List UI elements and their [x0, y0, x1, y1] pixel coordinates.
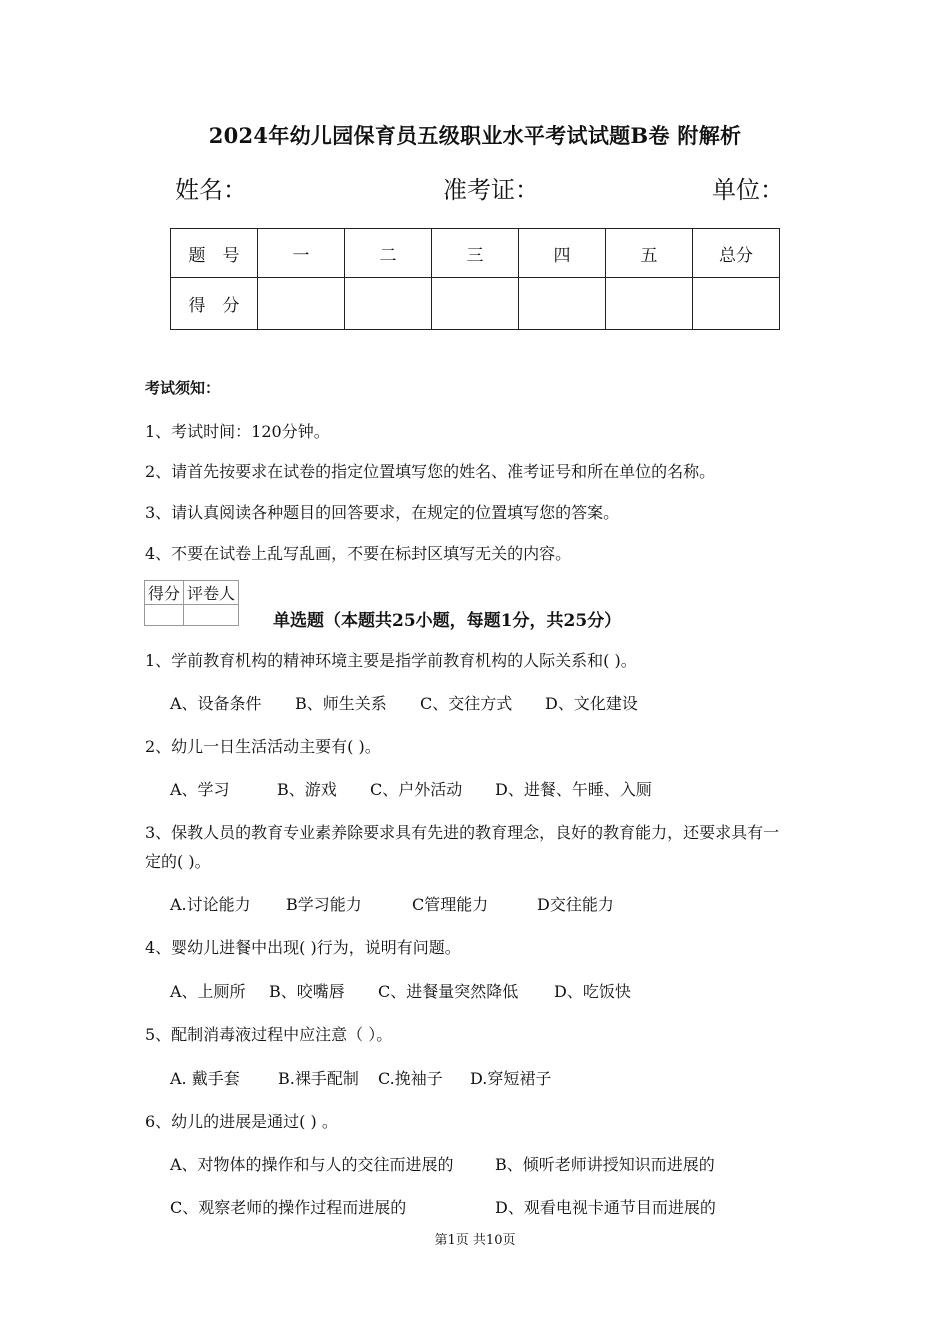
score-cell: [432, 278, 519, 330]
question-option: D、观看电视卡通节目而进展的: [495, 1198, 716, 1217]
question-stem: 6、幼儿的进展是通过( ) 。: [145, 1112, 338, 1131]
question-option: A.讨论能力: [170, 895, 251, 914]
question-option: B学习能力: [286, 895, 362, 914]
question-option: A、上厕所: [170, 982, 246, 1001]
question-option: C、户外活动: [370, 780, 463, 799]
notice-item: 3、请认真阅读各种题目的回答要求，在规定的位置填写您的答案。: [145, 503, 620, 522]
score-header-cell: 三: [432, 229, 519, 278]
score-table-header-row: [171, 229, 780, 278]
unit-label: 单位：: [712, 176, 784, 204]
question-option: C.挽袖子: [378, 1069, 443, 1088]
question-stem: 3、保教人员的教育专业素养除要求具有先进的教育理念，良好的教育能力，还要求具有一: [145, 823, 780, 842]
page-footer: 第1页 共10页: [434, 1233, 516, 1248]
score-header-cell: 五: [606, 229, 693, 278]
exam-id-label: 准考证：: [443, 176, 539, 204]
score-header-cell: 二: [345, 229, 432, 278]
notice-item: 4、不要在试卷上乱写乱画，不要在标封区填写无关的内容。: [145, 544, 572, 563]
grader-score-cell: [145, 605, 184, 626]
question-option: A、学习: [170, 780, 230, 799]
question-option: D、吃饭快: [554, 982, 631, 1001]
question-stem: 5、配制消毒液过程中应注意（ ）。: [145, 1025, 393, 1044]
score-cell: [606, 278, 693, 330]
grader-reviewer-cell: [184, 605, 239, 626]
score-header-cell: 题 号: [171, 229, 258, 278]
question-option: A. 戴手套: [170, 1069, 240, 1088]
question-stem: 1、学前教育机构的精神环境主要是指学前教育机构的人际关系和( )。: [145, 651, 637, 670]
score-cell: [519, 278, 606, 330]
question-option: B.裸手配制: [278, 1069, 359, 1088]
notice-heading: 考试须知：: [145, 379, 221, 397]
question-option: D.穿短裙子: [470, 1069, 552, 1088]
section-title: 单选题（本题共25小题，每题1分，共25分）: [273, 611, 622, 631]
grader-reviewer-label: 评卷人: [184, 581, 239, 605]
notice-item: 1、考试时间：120分钟。: [145, 422, 330, 441]
score-row-label: 得 分: [171, 278, 258, 330]
question-stem: 4、婴幼儿进餐中出现( )行为，说明有问题。: [145, 938, 461, 957]
score-cell: [693, 278, 780, 330]
score-header-cell: 一: [258, 229, 345, 278]
score-cell: [258, 278, 345, 330]
score-table-score-row: [171, 278, 780, 330]
question-option: B、咬嘴唇: [269, 982, 345, 1001]
score-cell: [345, 278, 432, 330]
question-stem-continuation: 定的( )。: [145, 852, 211, 871]
score-header-cell: 四: [519, 229, 606, 278]
question-option: D、文化建设: [545, 694, 638, 713]
name-label: 姓名：: [175, 176, 247, 204]
question-option: B、师生关系: [295, 694, 387, 713]
question-option: A、设备条件: [170, 694, 262, 713]
score-table: [170, 228, 780, 330]
question-option: A、对物体的操作和与人的交往而进展的: [170, 1155, 454, 1174]
question-stem: 2、幼儿一日生活活动主要有( )。: [145, 737, 381, 756]
question-option: D交往能力: [537, 895, 614, 914]
document-title: 2024年幼儿园保育员五级职业水平考试试题B卷 附解析: [208, 123, 742, 148]
question-option: C管理能力: [412, 895, 489, 914]
grader-score-label: 得分: [145, 581, 184, 605]
score-header-cell: 总分: [693, 229, 780, 278]
grader-box: [144, 580, 239, 626]
question-option: D、进餐、午睡、入厕: [495, 780, 652, 799]
question-option: B、游戏: [277, 780, 337, 799]
question-option: B、倾听老师讲授知识而进展的: [495, 1155, 715, 1174]
question-option: C、进餐量突然降低: [378, 982, 519, 1001]
question-option: C、观察老师的操作过程而进展的: [170, 1198, 407, 1217]
question-option: C、交往方式: [420, 694, 513, 713]
notice-item: 2、请首先按要求在试卷的指定位置填写您的姓名、准考证号和所在单位的名称。: [145, 462, 716, 481]
